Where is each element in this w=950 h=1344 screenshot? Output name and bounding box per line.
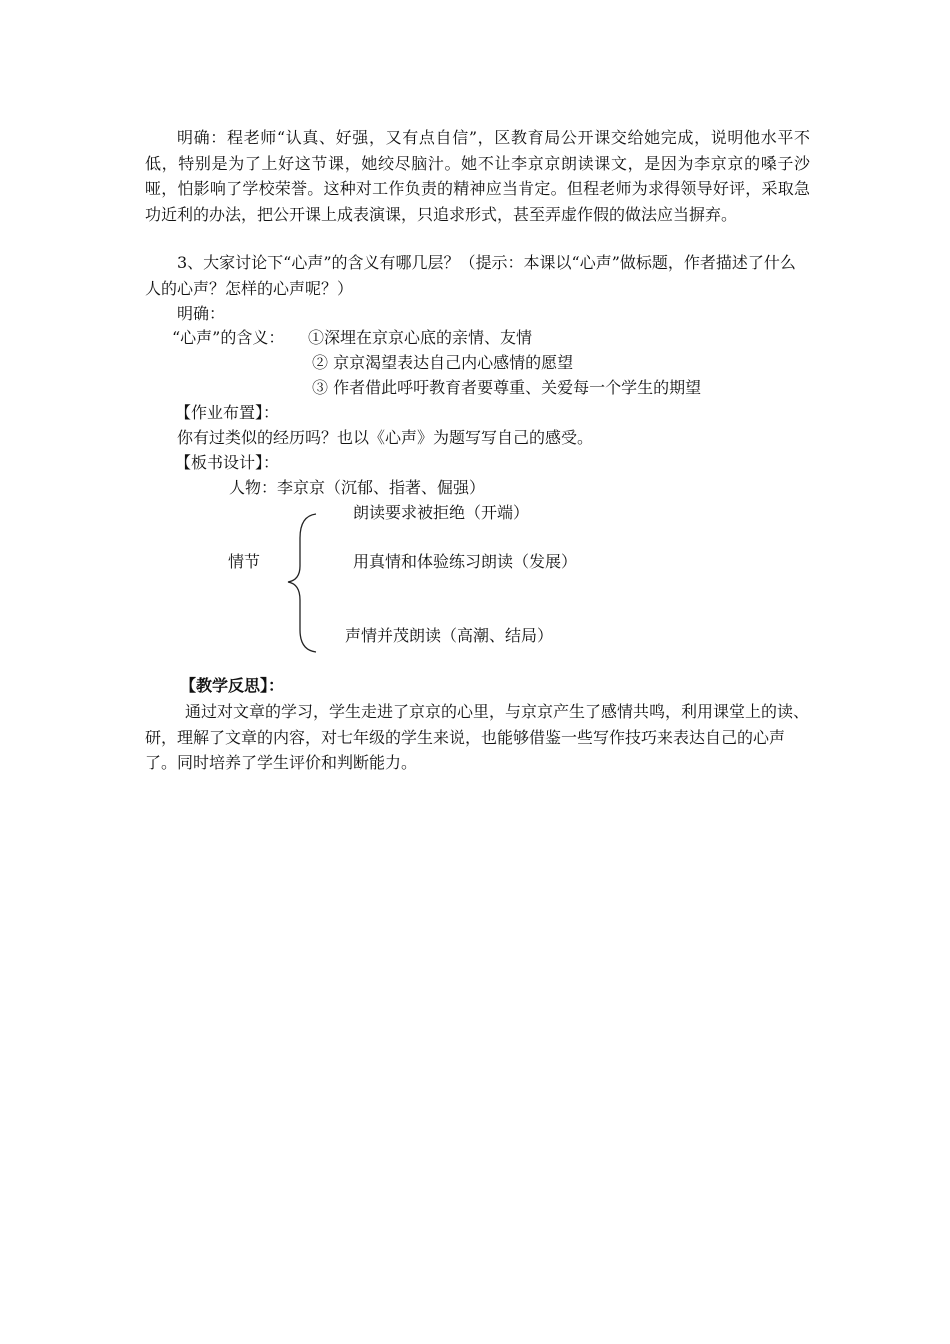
homework-heading: 【作业布置】：	[175, 403, 280, 422]
board-heading: 【板书设计】：	[175, 453, 280, 472]
clarify-paragraph: 明确：程老师“认真、好强，又有点自信”，区教育局公开课交给她完成，说明他水平不低，特别是为了上好这节课，她绞尽脑汁。她不让李京京朗读课文，是因为李京京的嗓子沙哑，怕影响了学校荣誉。这种对工作负责的精神应当肯定。但程老师为求得领导好评，采取急功近利的办法，把公开课上成表演课，只追求形式，甚至弄虚作假的做法应当摒弃。	[145, 128, 810, 224]
clarify-label: 明确：	[177, 304, 226, 323]
meaning-item-1: ①深埋在京京心底的亲情、友情	[308, 328, 533, 347]
discussion-question: 3、大家讨论下“心声”的含义有哪几层？（提示：本课以“心声”做标题，作者描述了什么人的心声？怎样的心声呢？）	[145, 253, 796, 298]
plot-brace	[282, 510, 322, 655]
board-character: 人物：李京京（沉郁、指著、倔强）	[229, 478, 486, 497]
plot-item-1: 朗读要求被拒绝（开端）	[353, 503, 530, 522]
homework-text: 你有过类似的经历吗？也以《心声》为题写写自己的感受。	[177, 428, 594, 447]
meaning-item-3: ③ 作者借此呼吁教育者要尊重、关爱每一个学生的期望	[312, 378, 702, 397]
meaning-item-2: ② 京京渴望表达自己内心感情的愿望	[312, 353, 574, 372]
reflection-heading: 【教学反思】：	[180, 676, 285, 695]
meaning-label: “心声”的含义：	[172, 328, 285, 347]
plot-label: 情节	[228, 552, 261, 571]
reflection-text: 通过对文章的学习，学生走进了京京的心里，与京京产生了感情共鸣，利用课堂上的读、研，理解了文章的内容，对七年级的学生来说，也能够借鉴一些写作技巧来表达自己的心声了。同时培养了学生评价和判断能力。	[145, 702, 810, 772]
plot-item-2: 用真情和体验练习朗读（发展）	[353, 552, 578, 571]
plot-item-3: 声情并茂朗读（高潮、结局）	[345, 626, 554, 645]
